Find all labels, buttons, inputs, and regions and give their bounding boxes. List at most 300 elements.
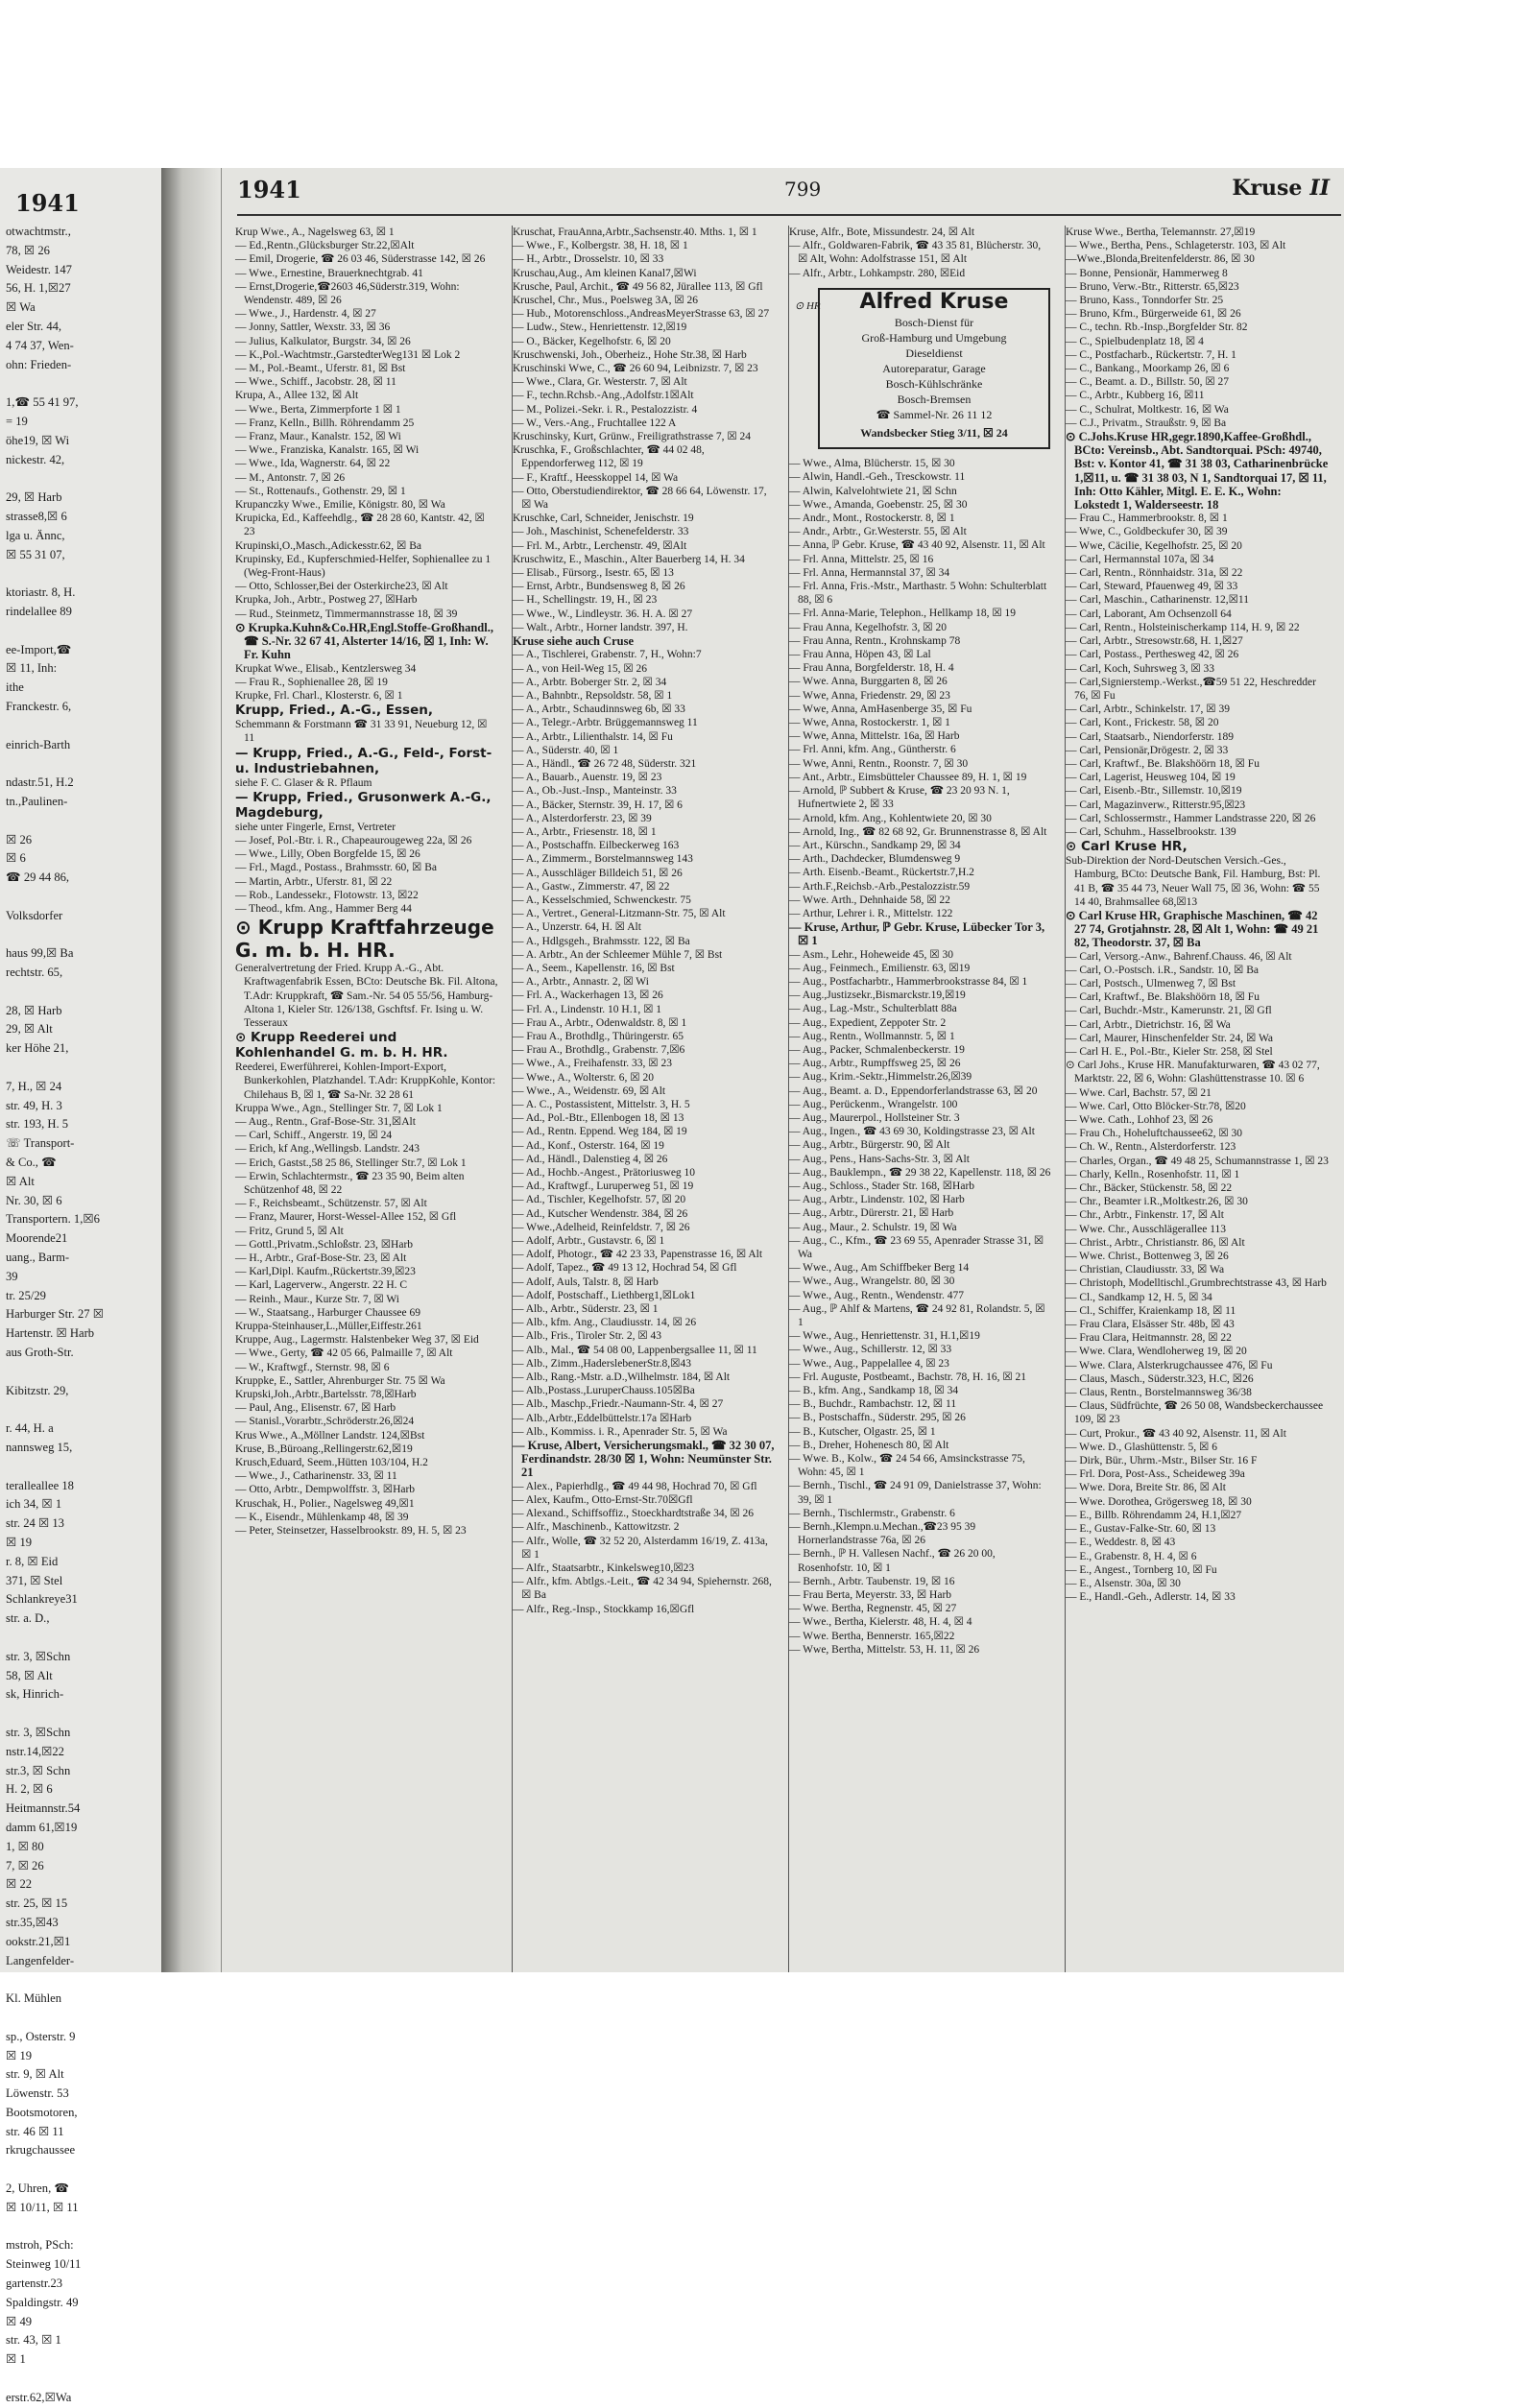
directory-entry: — Wwe. Carl, Otto Blöcker-Str.78, ☒20 (1066, 1100, 1246, 1112)
directory-entry: — Wwe, Anna, AmHasenberge 35, ☒ Fu (789, 703, 972, 715)
directory-entry: — Reinh., Maur., Kurze Str. 7, ☒ Wi (235, 1293, 399, 1305)
directory-entry: — Ad., Kutscher Wendenstr. 384, ☒ 26 (513, 1207, 688, 1220)
directory-entry: — Carl H. E., Pol.-Btr., Kieler Str. 258, ☒ Stel (1066, 1045, 1273, 1058)
directory-entry: — Hub., Motorenschloss.,AndreasMeyerStrasse 63, ☒ 27 (513, 308, 770, 321)
previous-page-line: Spaldingstr. 49 (6, 2295, 79, 2309)
previous-page-line: Steinweg 10/11 (6, 2257, 82, 2272)
page-number: 799 (784, 178, 822, 201)
directory-entry: — A., Hdlgsgeh., Brahmsstr. 122, ☒ Ba (513, 935, 690, 947)
directory-entry: — Aug., Feinmech., Emilienstr. 63, ☒19 (789, 962, 971, 974)
directory-entry: Krusche, Paul, Archit., ☎ 49 56 82, Jürallee 113, ☒ Gfl (513, 280, 763, 293)
directory-entry: — Frl. Dora, Post-Ass., Scheideweg 39a (1066, 1468, 1245, 1481)
directory-entry: — Adolf, Postschaff., Liethberg1,☒Lok1 (513, 1289, 696, 1301)
directory-entry: — A., Seem., Kapellenstr. 16, ☒ Bst (513, 962, 675, 974)
previous-page-line: aus Groth-Str. (6, 1346, 74, 1360)
directory-entry: — Aug., Pens., Hans-Sachs-Str. 3, ☒ Alt (789, 1153, 970, 1165)
directory-entry: — Carl, Postass., Perthesweg 42, ☒ 26 (1066, 649, 1239, 661)
previous-page-line: 78, ☒ 26 (6, 243, 50, 257)
previous-page-line: lga u. Ännc, (6, 528, 65, 542)
directory-entry: — Carl, Kont., Frickestr. 58, ☒ 20 (1066, 717, 1219, 729)
directory-entry: — Carl, Pensionär,Drögestr. 2, ☒ 33 (1066, 744, 1229, 756)
directory-entry: — F., Kraftf., Heesskoppel 14, ☒ Wa (513, 471, 679, 484)
directory-entry: — Krupp, Fried., A.-G., Feld-, Forst- u. Industriebahnen, (235, 745, 492, 776)
directory-entry: — Karl,Dipl. Kaufm.,Rückertstr.39,☒23 (235, 1266, 416, 1278)
directory-entry: Kruschwenski, Joh., Oberheiz., Hohe Str.38, ☒ Harb (513, 348, 747, 361)
directory-entry: — Adolf, Auls, Talstr. 8, ☒ Harb (513, 1276, 659, 1288)
directory-entry: ⊙ Krupka.Kuhn&Co.HR,Engl.Stoffe-Großhandl., ☎ S.-Nr. 32 67 41, Alsterter 14/16, ☒ 1, Inh: W. Fr. Kuhn (235, 620, 493, 662)
directory-entry: — Otto, Oberstudiendirektor, ☎ 28 66 64, Löwenstr. 17, ☒ Wa (513, 485, 767, 512)
directory-entry: Kruse, Alfr., Bote, Missundestr. 24, ☒ Alt (789, 226, 975, 238)
previous-page-line: Volksdorfer (6, 908, 63, 922)
directory-entry: — Frl. Auguste, Postbeamt., Bachstr. 78, H. 16, ☒ 21 (789, 1371, 1027, 1383)
previous-page-line: r. 44, H. a (6, 1421, 54, 1436)
directory-entry: — Otto, Arbtr., Dempwolffstr. 3, ☒Harb (235, 1484, 416, 1496)
advertisement-line: ☎ Sammel-Nr. 26 11 12 (876, 408, 993, 422)
directory-entry: — Wwe., Amanda, Goebenstr. 25, ☒ 30 (789, 498, 968, 511)
directory-entry: — Arnold, Ing., ☎ 82 68 92, Gr. Brunnenstrasse 8, ☒ Alt (789, 825, 1047, 838)
directory-entry: — Ad., Tischler, Kegelhofstr. 57, ☒ 20 (513, 1194, 686, 1206)
directory-entry: — Frl. Anna, Fris.-Mstr., Marthastr. 5 Wohn: Schulterblatt 88, ☒ 6 (789, 581, 1047, 607)
advertisement-line: Bosch-Dienst für (894, 316, 974, 330)
previous-page-line: ☒ 6 (6, 851, 26, 866)
directory-columns (235, 226, 1339, 1972)
directory-entry: Krupke, Frl. Charl., Klosterstr. 6, ☒ 1 (235, 689, 403, 702)
directory-entry: — Aug., Maurerpol., Hollsteiner Str. 3 (789, 1111, 960, 1124)
directory-entry: Krusch,Eduard, Seem.,Hütten 103/104, H.2 (235, 1457, 428, 1469)
directory-entry: — Carl, Staatsarb., Niendorferstr. 189 (1066, 730, 1235, 743)
previous-page-line: str. 3, ☒Schn (6, 1725, 71, 1739)
previous-page-line (0, 983, 161, 1002)
previous-page-line: otwachtmstr., (6, 225, 71, 238)
directory-entry: — Bruno, Kass., Tonndorfer Str. 25 (1066, 295, 1224, 307)
previous-page-line: r. 8, ☒ Eid (6, 1554, 59, 1568)
previous-page-line: ☒ 19 (6, 1535, 33, 1549)
directory-entry: — Alfr., Wolle, ☎ 32 52 20, Alsterdamm 16/19, Z. 413a, ☒ 1 (513, 1535, 768, 1561)
directory-entry: — Cl., Sandkamp 12, H. 5, ☒ 34 (1066, 1291, 1212, 1303)
directory-entry: — Alb.,Arbtr.,Eddelbüttelstr.17a ☒Harb (513, 1412, 692, 1424)
directory-entry: Kruschat, FrauAnna,Arbtr.,Sachsenstr.40. Mths. 1, ☒ 1 (513, 226, 757, 238)
directory-entry: Kruse, B.,Büroang.,Rellingerstr.62,☒19 (235, 1442, 413, 1455)
directory-entry: — Claus, Masch., Süderstr.323, H.C, ☒26 (1066, 1372, 1254, 1385)
directory-entry: — Ernst, Arbtr., Bundsensweg 8, ☒ 26 (513, 581, 685, 593)
directory-entry: —Wwe.,Blonda,Breitenfelderstr. 86, ☒ 30 (1066, 253, 1255, 266)
directory-entry: — Krupp, Fried., Grusonwerk A.-G., Magdeburg, (235, 789, 492, 821)
directory-entry: Schemmann & Forstmann ☎ 31 33 91, Neueburg 12, ☒ 11 (235, 719, 488, 745)
directory-entry: — A., Händl., ☎ 26 72 48, Süderstr. 321 (513, 757, 697, 770)
directory-entry: — Frl. Anna, Mittelstr. 25, ☒ 16 (789, 553, 934, 565)
directory-entry: — C., Beamt. a. D., Billstr. 50, ☒ 27 (1066, 376, 1230, 389)
directory-entry: — Frl. M., Arbtr., Lerchenstr. 49, ☒Alt (513, 539, 687, 552)
previous-page-line: str. 46 ☒ 11 (6, 2124, 64, 2138)
previous-page-line: Löwenstr. 53 (6, 2086, 69, 2101)
previous-page-line: erstr.62,☒Wa (6, 2390, 72, 2404)
directory-entry: — Paul, Ang., Elisenstr. 67, ☒ Harb (235, 1402, 396, 1415)
directory-entry: — Aug., Lag.-Mstr., Schulterblatt 88a (789, 1003, 957, 1015)
directory-entry: — Frl. Anna, Hermannstal 37, ☒ 34 (789, 566, 950, 579)
directory-entry: — Alb., Arbtr., Süderstr. 23, ☒ 1 (513, 1303, 659, 1316)
directory-entry: — Wwe., Alma, Blücherstr. 15, ☒ 30 (789, 458, 955, 470)
directory-entry: — Frau Anna, Rentn., Krohnskamp 78 (789, 634, 961, 647)
directory-entry: — Wwe. Clara, Alsterkrugchaussee 476, ☒ Fu (1066, 1359, 1273, 1371)
directory-entry: — Aug., C., Kfm., ☎ 23 69 55, Apenrader Strasse 31, ☒ Wa (789, 1234, 1044, 1260)
directory-entry: — Wwe, Anna, Rostockerstr. 1, ☒ 1 (789, 717, 950, 729)
directory-entry: — Frau Clara, Heitmannstr. 28, ☒ 22 (1066, 1332, 1232, 1345)
directory-entry: — Wwe, Cäcilie, Kegelhofstr. 25, ☒ 20 (1066, 539, 1242, 552)
directory-entry: — Aug., Perückenm., Wrangelstr. 100 (789, 1098, 958, 1110)
previous-page-line: ☒ 19 (6, 2048, 33, 2062)
directory-entry: — A., Zimmerm., Borstelmannsweg 143 (513, 853, 693, 866)
directory-entry: — Bonne, Pensionär, Hammerweg 8 (1066, 267, 1228, 279)
directory-entry: — M., Pol.-Beamt., Uferstr. 81, ☒ Bst (235, 363, 406, 375)
directory-entry: — Alb.,Postass.,LuruperChauss.105☒Ba (513, 1385, 695, 1397)
directory-entry: — Wwe., Gerty, ☎ 42 05 66, Palmaille 7, ☒ Alt (235, 1347, 453, 1360)
directory-entry: — Carl, Kraftwf., Be. Blakshöörn 18, ☒ Fu (1066, 991, 1260, 1004)
advertisement-line: Groß-Hamburg und Umgebung (861, 331, 1007, 346)
directory-entry: — Ad., Hochb.-Angest., Prätoriusweg 10 (513, 1167, 696, 1180)
directory-entry: — Walt., Arbtr., Horner landstr. 397, H. (513, 621, 688, 633)
directory-entry: — Alwin, Kalvelohtwiete 21, ☒ Schn (789, 485, 957, 497)
directory-entry: Kruppa-Steinhauser,L.,Müller,Eiffestr.261 (235, 1321, 422, 1333)
directory-entry: siehe F. C. Glaser & R. Pflaum (235, 776, 372, 789)
directory-entry: — Ernst,Drogerie,☎2603 46,Süderstr.319, Wohn: Wendenstr. 489, ☒ 26 (235, 280, 460, 307)
previous-page-line: str. 49, H. 3 (6, 1098, 62, 1112)
previous-page-line: str. 43, ☒ 1 (6, 2333, 61, 2348)
previous-page-line (0, 1629, 161, 1648)
directory-entry: — Wwe., Aug., Schillerstr. 12, ☒ 33 (789, 1344, 952, 1356)
previous-page-line: 371, ☒ Stel (6, 1573, 63, 1587)
directory-entry: — Wwe. Anna, Burggarten 8, ☒ 26 (789, 676, 948, 688)
directory-entry: — Wwe., Bertha, Kielerstr. 48, H. 4, ☒ 4 (789, 1616, 972, 1629)
directory-entry: Krupinski,O.,Masch.,Adickesstr.62, ☒ Ba (235, 539, 421, 552)
directory-entry: — Franz, Maur., Kanalstr. 152, ☒ Wi (235, 431, 401, 443)
directory-entry: — Wwe. Dorothea, Grögersweg 18, ☒ 30 (1066, 1495, 1252, 1508)
directory-entry: Krupa, A., Allee 132, ☒ Alt (235, 390, 359, 402)
directory-entry: — Frau C., Hammerbrookstr. 8, ☒ 1 (1066, 513, 1228, 525)
directory-entry: — Carl, Arbtr., Stresowstr.68, H. 1,☒27 (1066, 635, 1243, 648)
directory-entry: — A., Arbtr., Friesenstr. 18, ☒ 1 (513, 825, 657, 838)
directory-entry: — E., Billb. Röhrendamm 24, H.1,☒27 (1066, 1509, 1242, 1521)
previous-page-line: Weidestr. 147 (6, 262, 72, 276)
directory-entry: — Wwe., Lilly, Oben Borgfelde 15, ☒ 26 (235, 848, 420, 861)
directory-entry: — Alex., Papierhdlg., ☎ 49 44 98, Hochrad 70, ☒ Gfl (513, 1480, 757, 1492)
advertisement-line: Bosch-Kühlschränke (885, 377, 983, 392)
running-head (237, 168, 1341, 216)
directory-entry: — Wwe., F., Kolbergstr. 38, H. 18, ☒ 1 (513, 240, 688, 252)
previous-page-line: 7, H., ☒ 24 (6, 1079, 62, 1093)
directory-entry: — Frl. Anna-Marie, Telephon., Hellkamp 18, ☒ 19 (789, 608, 1017, 620)
directory-entry: — A., Bahnbtr., Repsoldstr. 58, ☒ 1 (513, 689, 673, 702)
directory-entry: — Wwe. Chr., Ausschlägerallee 113 (1066, 1223, 1227, 1235)
previous-page-line: Moorende21 (6, 1231, 68, 1246)
previous-page-line: nickestr. 42, (6, 452, 65, 466)
directory-entry: — Aug., Expedient, Zeppoter Str. 2 (789, 1016, 947, 1029)
directory-entry: Reederei, Ewerführerei, Kohlen-Import-Export, Bunkerkohlen, Platzhandel. T.Adr: KruppKohle, Kontor: Chilehaus B, ☒ 1, ☎ Sa-Nr. 32 28 61 (235, 1061, 496, 1101)
previous-page-line: Hartenstr. ☒ Harb (6, 1326, 95, 1341)
previous-page-line: 2, Uhren, ☎ (6, 2182, 70, 2196)
directory-entry: — Ant., Arbtr., Eimsbütteler Chaussee 89, H. 1, ☒ 19 (789, 771, 1027, 783)
previous-page-line: ktoriastr. 8, H. (6, 585, 76, 600)
directory-entry: — Josef, Pol.-Btr. i. R., Chapeaurougeweg 22a, ☒ 26 (235, 834, 472, 846)
directory-entry: — Carl, Arbtr., Schinkelstr. 17, ☒ 39 (1066, 703, 1230, 716)
previous-page-line: mstroh, PSch: (6, 2238, 74, 2253)
previous-page-line: rechtstr. 65, (6, 966, 63, 980)
previous-page-line: ohn: Frieden- (6, 357, 72, 371)
directory-entry: Krupp, Fried., A.-G., Essen, (235, 703, 433, 719)
directory-entry: — Wwe., Clara, Gr. Westerstr. 7, ☒ Alt (513, 376, 687, 389)
previous-page-line: ee-Import,☎ (6, 642, 72, 656)
directory-entry: — Aug., Beamt. a. D., Eppendorferlandstrasse 63, ☒ 20 (789, 1085, 1038, 1097)
previous-page-line: Franckestr. 6, (6, 699, 72, 713)
previous-page-line: Kibitzstr. 29, (6, 1383, 69, 1397)
directory-entry: — Wwe, C., Goldbeckufer 30, ☒ 39 (1066, 526, 1228, 538)
directory-entry: — B., Buchdr., Rambachstr. 12, ☒ 11 (789, 1398, 957, 1411)
previous-page-line: 1, ☒ 80 (6, 1839, 44, 1853)
directory-entry: — C., Postfacharb., Rückertstr. 7, H. 1 (1066, 348, 1236, 361)
directory-entry: — A., Bauarb., Auenstr. 19, ☒ 23 (513, 772, 662, 784)
directory-entry: — C., techn. Rb.-Insp.,Borgfelder Str. 82 (1066, 322, 1248, 334)
directory-entry: — A., von Heil-Weg 15, ☒ 26 (513, 662, 648, 675)
directory-entry: — Carl, Eisenb.-Btr., Sillemstr. 10,☒19 (1066, 785, 1242, 798)
directory-entry: — Frau A., Arbtr., Odenwaldstr. 8, ☒ 1 (513, 1016, 687, 1029)
previous-page-line (0, 564, 161, 584)
directory-entry: — H., Arbtr., Graf-Bose-Str. 23, ☒ Alt (235, 1252, 407, 1264)
directory-entry: — Wwe. Clara, Wendloherweg 19, ☒ 20 (1066, 1346, 1247, 1358)
directory-entry: — Aug., Maur., 2. Schulstr. 19, ☒ Wa (789, 1221, 957, 1233)
directory-entry: Generalvertretung der Fried. Krupp A.-G., Abt. Kraftwagenfabrik Essen, BCto: Deutsche Bk. Fil. Altona, T.Adr: Kruppkraft, ☎ Sam.-Nr. 54 05 55/56, Hamburg-Altona 1, Kieler Str. 126/138, Gschftsf. Fr. Ising u. W. Tesseraux (235, 963, 498, 1029)
directory-entry: — Carl, Laborant, Am Ochsenzoll 64 (1066, 608, 1232, 620)
directory-entry: — Aug., Schloss., Stader Str. 168, ☒Harb (789, 1180, 975, 1192)
advertisement-line: Dieseldienst (905, 346, 963, 361)
directory-entry: — Frl. Anni, kfm. Ang., Güntherstr. 6 (789, 744, 956, 756)
directory-entry: — Arth.F.,Reichsb.-Arb.,Pestalozzistr.59 (789, 880, 971, 893)
directory-entry: — Alex, Kaufm., Otto-Ernst-Str.70☒Gfl (513, 1493, 693, 1506)
previous-page-line: 29, ☒ Harb (6, 490, 62, 505)
directory-entry: — Andr., Arbtr., Gr.Westerstr. 55, ☒ Alt (789, 526, 967, 538)
previous-page-line (0, 888, 161, 907)
directory-entry: — Wwe.,Adelheid, Reinfeldstr. 7, ☒ 26 (513, 1221, 690, 1233)
directory-entry: — H., Schellingstr. 19, H., ☒ 23 (513, 594, 658, 607)
advertisement-title: Alfred Kruse (859, 289, 1009, 314)
volume-number: II (1309, 176, 1330, 201)
directory-entry: — M., Antonstr. 7, ☒ 26 (235, 471, 346, 484)
directory-entry: ⊙ Carl Johs., Kruse HR. Manufakturwaren, ☎ 43 02 77, Marktstr. 22, ☒ 6, Wohn: Glashüttenstrasse 10. ☒ 6 (1066, 1060, 1320, 1085)
directory-entry: — Wwe. Arth., Dehnhaide 58, ☒ 22 (789, 894, 950, 906)
directory-entry: — Alexand., Schiffsoffiz., Stoeckhardtstraße 34, ☒ 26 (513, 1508, 755, 1520)
directory-entry: — Bernh.,Klempn.u.Mechan.,☎23 95 39 Hornerlandstrasse 76a, ☒ 26 (789, 1521, 976, 1547)
directory-entry: — Gottl.,Privatm.,Schloßstr. 23, ☒Harb (235, 1238, 414, 1251)
previous-page-line: 1,☎ 55 41 97, (6, 395, 79, 410)
directory-entry: — Rob., Landessekr., Flotowstr. 13, ☒22 (235, 889, 419, 901)
page-year: 1941 (237, 176, 301, 203)
directory-entry: — Aug., Krim.-Sektr.,Himmelstr.26,☒39 (789, 1071, 972, 1084)
column-1 (235, 226, 500, 1972)
directory-entry: — Aug., Rentn., Wollmannstr. 5, ☒ 1 (789, 1030, 955, 1042)
directory-entry: — Bernh., Tischl., ☎ 24 91 09, Danielstrasse 37, Wohn: 39, ☒ 1 (789, 1480, 1042, 1506)
directory-entry: — Stanisl.,Vorarbtr.,Schröderstr.26,☒24 (235, 1416, 415, 1428)
directory-entry: — Wwe. Dora, Breite Str. 86, ☒ Alt (1066, 1482, 1226, 1494)
directory-entry: — Alfr., kfm. Abtlgs.-Leit., ☎ 42 34 94, Spiehernstr. 268, ☒ Ba (513, 1576, 772, 1602)
directory-entry: — Wwe., Berta, Zimmerpforte 1 ☒ 1 (235, 403, 401, 416)
previous-page-line (0, 812, 161, 831)
directory-entry: — Julius, Kalkulator, Burgstr. 34, ☒ 26 (235, 335, 411, 347)
directory-entry: — Franz, Maurer, Horst-Wessel-Allee 152, ☒ Gfl (235, 1211, 457, 1224)
directory-entry: — Wwe. Bertha, Bennerstr. 165,☒22 (789, 1630, 955, 1642)
directory-entry: — Carl, Rentn., Rönnhaidstr. 31a, ☒ 22 (1066, 567, 1243, 580)
previous-page-line: ☒ 1 (6, 2352, 26, 2367)
previous-page-line: Bootsmotoren, (6, 2105, 78, 2119)
previous-page-line: str. 193, H. 5 (6, 1117, 69, 1132)
directory-entry: — Aug., Arbtr., Dürerstr. 21, ☒ Harb (789, 1207, 954, 1220)
previous-page-line: Kl. Mühlen (6, 1991, 62, 2006)
directory-entry: — A., Tischlerei, Grabenstr. 7, H., Wohn:7 (513, 649, 702, 661)
directory-entry: — Wwe, Anna, Mittelstr. 16a, ☒ Harb (789, 730, 960, 743)
directory-entry: — Fritz, Grund 5, ☒ Alt (235, 1225, 344, 1237)
directory-entry: — Frau A., Brothdlg., Grabenstr. 7,☒6 (513, 1044, 685, 1057)
directory-entry: — Wwe., Aug., Pappelallee 4, ☒ 23 (789, 1357, 949, 1370)
previous-page-line (0, 622, 161, 641)
book-gutter (161, 168, 221, 1972)
directory-entry: — Erwin, Schlachtermstr., ☎ 23 35 90, Beim alten Schützenhof 48, ☒ 22 (235, 1170, 465, 1196)
previous-page-line: 7, ☒ 26 (6, 1858, 44, 1872)
directory-entry: — Christian, Claudiusstr. 33, ☒ Wa (1066, 1264, 1225, 1276)
directory-entry: — Rud., Steinmetz, Timmermannstrasse 18, ☒ 39 (235, 608, 458, 620)
previous-page-line (0, 1970, 161, 1990)
previous-page-line: nstr.14,☒22 (6, 1744, 64, 1758)
keyword-text: Kruse (1232, 176, 1303, 201)
previous-page-line: ☏ Transport- (6, 1136, 75, 1151)
directory-entry: — Ad., Konf., Osterstr. 164, ☒ 19 (513, 1139, 664, 1152)
directory-entry: — Carl, Koch, Suhrsweg 3, ☒ 33 (1066, 662, 1215, 675)
directory-entry: — Aug.,Justizsekr.,Bismarckstr.19,☒19 (789, 989, 966, 1002)
directory-entry: Krup Wwe., A., Nagelsweg 63, ☒ 1 (235, 226, 395, 238)
previous-page-line (0, 2009, 161, 2028)
directory-entry: — Alfr., Reg.-Insp., Stockkamp 16,☒Gfl (513, 1603, 695, 1615)
directory-entry: — Wwe. Christ., Bottenweg 3, ☒ 26 (1066, 1251, 1229, 1263)
directory-entry: — Charly, Kelln., Rosenhofstr. 11, ☒ 1 (1066, 1168, 1240, 1180)
previous-page-line: Transportern. 1,☒6 (6, 1212, 100, 1227)
directory-entry: — W., Staatsang., Harburger Chaussee 69 (235, 1306, 421, 1319)
directory-entry: Kruppa Wwe., Agn., Stellinger Str. 7, ☒ Lok 1 (235, 1102, 443, 1114)
directory-entry: — Frau A., Brothdlg., Thüringerstr. 65 (513, 1030, 684, 1042)
previous-page-line: str. 3, ☒Schn (6, 1649, 71, 1663)
previous-page-line (0, 1705, 161, 1724)
directory-entry: — M., Polizei.-Sekr. i. R., Pestalozzistr. 4 (513, 403, 698, 416)
previous-page-line (0, 469, 161, 489)
directory-entry: Krupicka, Ed., Kaffeehdlg., ☎ 28 28 60, Kantstr. 42, ☒ 23 (235, 513, 485, 538)
column-4 (1065, 226, 1331, 1972)
directory-entry: — St., Rottenaufs., Gothenstr. 29, ☒ 1 (235, 485, 406, 497)
directory-entry: Kruschinski Wwe, C., ☎ 26 60 94, Leibnizstr. 7, ☒ 23 (513, 363, 758, 375)
directory-entry: — Arnold, kfm. Ang., Kohlentwiete 20, ☒ 30 (789, 812, 992, 824)
directory-entry: — Karl, Lagerverw., Angerstr. 22 H. C (235, 1279, 408, 1292)
directory-entry: Kruschwitz, E., Maschin., Alter Bauerberg 14, H. 34 (513, 553, 745, 565)
directory-entry: — E., Handl.-Geh., Adlerstr. 14, ☒ 33 (1066, 1591, 1236, 1604)
advertisement-box (818, 288, 1050, 449)
previous-page-line: Heitmannstr.54 (6, 1801, 81, 1816)
directory-entry: — Arnold, ℙ Subbert & Kruse, ☎ 23 20 93 N. 1, Hufnertwiete 2, ☒ 33 (789, 785, 1010, 811)
directory-entry: — Wwe., Franziska, Kanalstr. 165, ☒ Wi (235, 444, 420, 457)
registry-mark: ⊙ HR (795, 299, 821, 312)
directory-entry: — Joh., Maschinist, Schenefelderstr. 33 (513, 526, 689, 538)
previous-page-line: sk, Hinrich- (6, 1687, 64, 1702)
directory-entry: — Chr., Arbtr., Finkenstr. 17, ☒ Alt (1066, 1209, 1224, 1222)
directory-entry: — Ad., Kraftwgf., Luruperweg 51, ☒ 19 (513, 1180, 694, 1193)
directory-entry: — Andr., Mont., Rostockerstr. 8, ☒ 1 (789, 513, 955, 525)
directory-entry: — Ch. W., Rentn., Alsterdorferstr. 123 (1066, 1141, 1236, 1154)
previous-page-line: str. 25, ☒ 15 (6, 1896, 68, 1911)
directory-entry: — Chr., Bäcker, Stückenstr. 58, ☒ 22 (1066, 1182, 1233, 1195)
previous-page-line: 39 (6, 1269, 18, 1283)
directory-entry: — Wwe., Aug., Am Schiffbeker Berg 14 (789, 1262, 970, 1275)
directory-entry: Krus Wwe., A.,Möllner Landstr. 124,☒Bst (235, 1429, 425, 1442)
previous-page-line: H. 2, ☒ 6 (6, 1782, 53, 1797)
directory-entry: — Wwe., W., Lindleystr. 36. H. A. ☒ 27 (513, 608, 693, 620)
directory-entry: — A. C., Postassistent, Mittelstr. 3, H. 5 (513, 1099, 690, 1110)
previous-page-line (0, 1400, 161, 1419)
previous-page-line: 28, ☒ Harb (6, 1003, 62, 1017)
directory-entry: — E., Weddestr. 8, ☒ 43 (1066, 1537, 1176, 1549)
directory-entry: — Aug., Arbtr., Bürgerstr. 90, ☒ Alt (789, 1139, 950, 1152)
directory-entry: — C., Bankang., Moorkamp 26, ☒ 6 (1066, 363, 1230, 375)
directory-entry: — Asm., Lehr., Hoheweide 45, ☒ 30 (789, 948, 953, 961)
directory-entry: — Ed.,Rentn.,Glücksburger Str.22,☒Alt (235, 240, 415, 252)
advertisement-line: Autoreparatur, Garage (882, 362, 986, 376)
previous-page-line (0, 717, 161, 736)
directory-entry: — E., Angest., Tornberg 10, ☒ Fu (1066, 1563, 1217, 1576)
directory-entry: ⊙ Krupp Kraftfahrzeuge G. m. b. H. HR. (235, 916, 494, 963)
directory-entry: — Arth. Eisenb.-Beamt., Rückertstr.7,H.2 (789, 867, 974, 879)
previous-page-line: Nr. 30, ☒ 6 (6, 1193, 62, 1207)
previous-page-line: ☒ 26 (6, 832, 33, 846)
directory-entry: — Wwe., A., Weidenstr. 69, ☒ Alt (513, 1085, 666, 1097)
directory-entry: — Erich, Gastst.,58 25 86, Stellinger Str.7, ☒ Lok 1 (235, 1156, 467, 1169)
directory-entry: — Christoph, Modelltischl.,Grumbrechtstrasse 43, ☒ Harb (1066, 1277, 1327, 1290)
right-margin (1344, 168, 1536, 1972)
directory-entry: Kruppke, E., Sattler, Ahrenburger Str. 75 ☒ Wa (235, 1374, 445, 1387)
directory-entry: — Wwe. Bertha, Regnenstr. 45, ☒ 27 (789, 1603, 957, 1615)
directory-entry: — Alfr., Arbtr., Lohkampstr. 280, ☒Eid (789, 267, 966, 279)
directory-entry: — Frl. A., Lindenstr. 10 H.1, ☒ 1 (513, 1003, 662, 1015)
previous-page-line: str. 24 ☒ 13 (6, 1516, 64, 1531)
directory-entry: ⊙ Carl Kruse HR, Graphische Maschinen, ☎ 42 27 74, Grotjahnstr. 28, ☒ Alt 1, Wohn: ☎ 49 21 82, Theodorstr. 37, ☒ Ba (1066, 908, 1319, 950)
previous-page-edge (0, 168, 163, 2404)
directory-entry: — Theod., kfm. Ang., Hammer Berg 44 (235, 902, 412, 915)
directory-entry: — C., Spielbudenplatz 18, ☒ 4 (1066, 335, 1204, 347)
advertisement-address: Wandsbecker Stieg 3/11, ☒ 24 (860, 426, 1008, 441)
directory-entry: — Charles, Organ., ☎ 49 48 25, Schumannstrasse 1, ☒ 23 (1066, 1155, 1329, 1167)
directory-entry: — C., Arbtr., Kubberg 16, ☒11 (1066, 390, 1205, 402)
directory-entry: — Carl, O.-Postsch. i.R., Sandstr. 10, ☒ Ba (1066, 964, 1260, 976)
previous-page-line: Schlankreye31 (6, 1592, 78, 1607)
previous-page-line: nannsweg 15, (6, 1441, 73, 1454)
directory-entry: — Frau R., Sophienallee 28, ☒ 19 (235, 676, 388, 688)
directory-entry: Krupanczky Wwe., Emilie, Königstr. 80, ☒ Wa (235, 499, 445, 512)
directory-entry: — Alb., Zimm.,HaderslebenerStr.8,☒43 (513, 1357, 691, 1370)
previous-page-line: rindelallee 89 (6, 604, 72, 618)
directory-entry: — Adolf, Arbtr., Gustavstr. 6, ☒ 1 (513, 1235, 665, 1248)
directory-entry: — Carl, Buchdr.-Mstr., Kamerunstr. 21, ☒ Gfl (1066, 1005, 1272, 1017)
directory-entry: — Franz, Kelln., Billh. Röhrendamm 25 (235, 417, 415, 429)
directory-entry: — Wwe., Schiff., Jacobstr. 28, ☒ 11 (235, 376, 396, 389)
page-keyword (1232, 176, 1330, 201)
directory-entry: — Wwe. Cath., Lohhof 23, ☒ 26 (1066, 1114, 1213, 1126)
directory-entry: — A., Ausschläger Billdeich 51, ☒ 26 (513, 867, 683, 879)
directory-entry: — Aug., Bauklempn., ☎ 29 38 22, Kapellenstr. 118, ☒ 26 (789, 1166, 1051, 1179)
previous-page-line: teralleallee 18 (6, 1478, 74, 1492)
previous-page-line: gartenstr.23 (6, 2277, 63, 2291)
previous-page-line: ☒ Wa (6, 300, 36, 315)
directory-entry: — Alb., Maschp.,Friedr.-Naumann-Str. 4, ☒ 27 (513, 1398, 724, 1411)
